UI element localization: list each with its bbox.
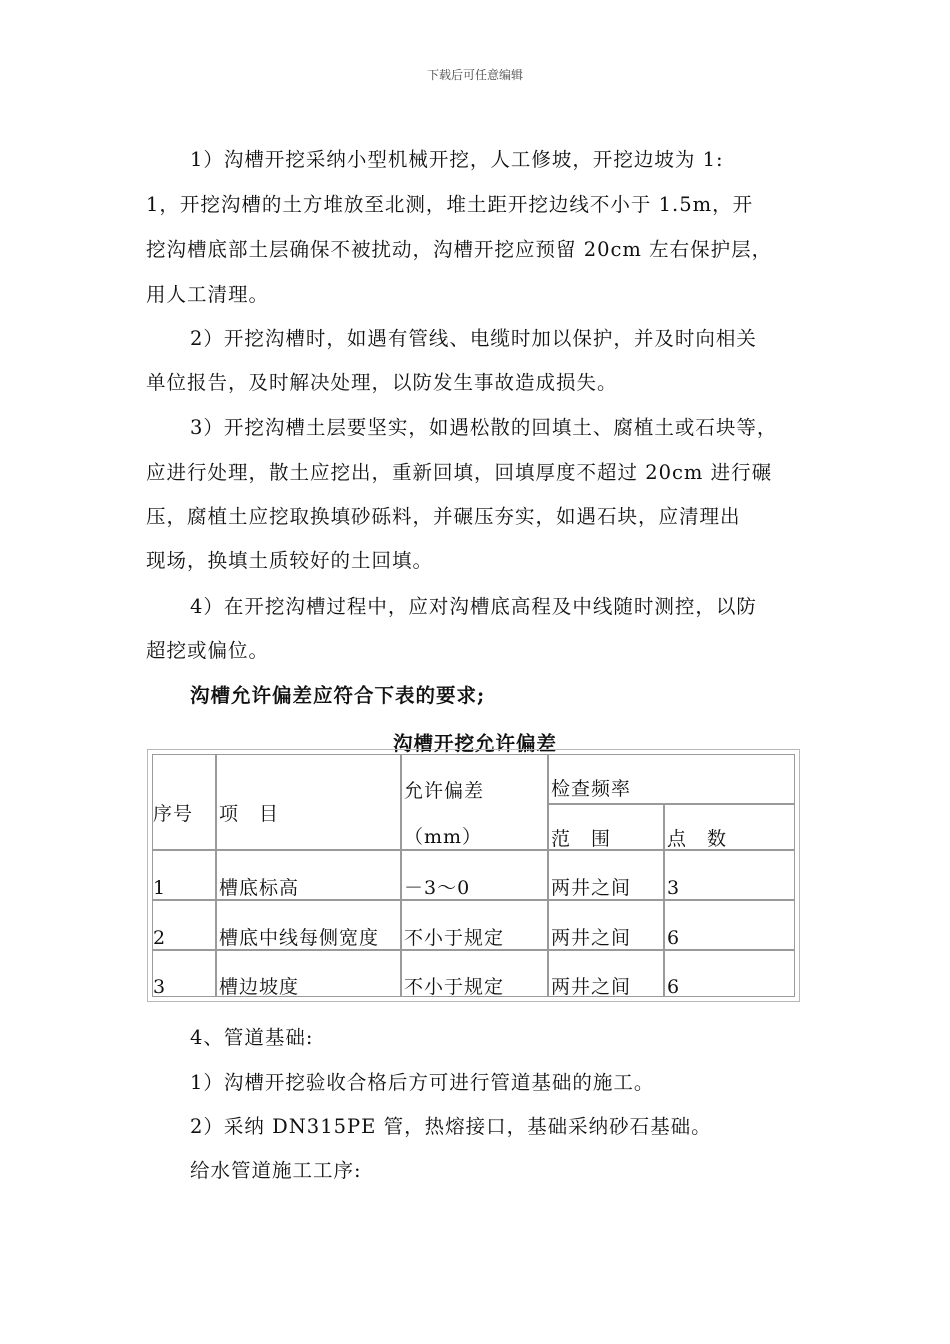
- paragraph-line: 1）沟槽开挖采纳小型机械开挖，人工修坡，开挖边坡为 1:: [190, 148, 724, 171]
- row-tolerance: 不小于规定: [404, 976, 505, 998]
- paragraph-line: 超挖或偏位。: [146, 639, 270, 662]
- header-unit: （mm）: [404, 826, 483, 848]
- paragraph-line: 挖沟槽底部土层确保不被扰动，沟槽开挖应预留 20cm 左右保护层，: [146, 238, 773, 261]
- table-title: 沟槽开挖允许偏差: [392, 732, 557, 755]
- paragraph-line: 1，开挖沟槽的土方堆放至北测，堆土距开挖边线不小于 1.5m，开: [146, 193, 754, 216]
- row-item: 槽底中线每侧宽度: [219, 927, 380, 949]
- row-item: 槽底标高: [219, 877, 300, 899]
- paragraph-line: 用人工清理。: [146, 283, 270, 306]
- page-header: 下载后可任意编辑: [426, 68, 523, 82]
- row-range: 两井之间: [551, 976, 632, 998]
- table-cell: [664, 850, 795, 900]
- tolerance-table: [147, 749, 800, 1002]
- requirement-heading: 沟槽允许偏差应符合下表的要求;: [190, 684, 486, 707]
- header-cell-item: [216, 754, 401, 850]
- header-range: 范 围: [551, 828, 612, 850]
- header-seq: 序号: [153, 803, 194, 825]
- table-cell: [664, 950, 795, 997]
- row-tolerance: －3～0: [404, 877, 471, 899]
- header-item: 项 目: [219, 803, 280, 825]
- paragraph-line: 单位报告，及时解决处理，以防发生事故造成损失。: [146, 371, 618, 394]
- paragraph-line: 压，腐植土应挖取换填砂砾料，并碾压夯实，如遇石块，应清理出: [146, 505, 741, 528]
- paragraph-line: 2）开挖沟槽时，如遇有管线、电缆时加以保护，并及时向相关: [190, 327, 757, 350]
- header-points: 点 数: [667, 828, 728, 850]
- row-points: 3: [667, 877, 681, 899]
- row-range: 两井之间: [551, 927, 632, 949]
- row-points: 6: [667, 927, 681, 949]
- header-cell-seq: [152, 754, 216, 850]
- row-points: 6: [667, 976, 681, 998]
- row-seq: 1: [153, 877, 167, 899]
- row-item: 槽边坡度: [219, 976, 300, 998]
- paragraph-line: 现场，换填土质较好的土回填。: [146, 549, 434, 572]
- paragraph-line: 给水管道施工工序:: [190, 1159, 362, 1182]
- paragraph-line: 2）采纳 DN315PE 管，热熔接口，基础采纳砂石基础。: [190, 1115, 712, 1138]
- row-seq: 2: [153, 927, 167, 949]
- table-cell: [664, 900, 795, 950]
- paragraph-line: 1）沟槽开挖验收合格后方可进行管道基础的施工。: [190, 1071, 655, 1094]
- row-range: 两井之间: [551, 877, 632, 899]
- header-tolerance: 允许偏差: [404, 780, 485, 802]
- paragraph-line: 4）在开挖沟槽过程中，应对沟槽底高程及中线随时测控，以防: [190, 595, 757, 618]
- header-frequency: 检查频率: [551, 778, 632, 800]
- paragraph-line: 3）开挖沟槽土层要坚实，如遇松散的回填土、腐植土或石块等，: [190, 416, 778, 439]
- section-heading: 4、管道基础:: [190, 1026, 314, 1049]
- row-tolerance: 不小于规定: [404, 927, 505, 949]
- row-seq: 3: [153, 976, 167, 998]
- paragraph-line: 应进行处理，散土应挖出，重新回填，回填厚度不超过 20cm 进行碾: [146, 461, 773, 484]
